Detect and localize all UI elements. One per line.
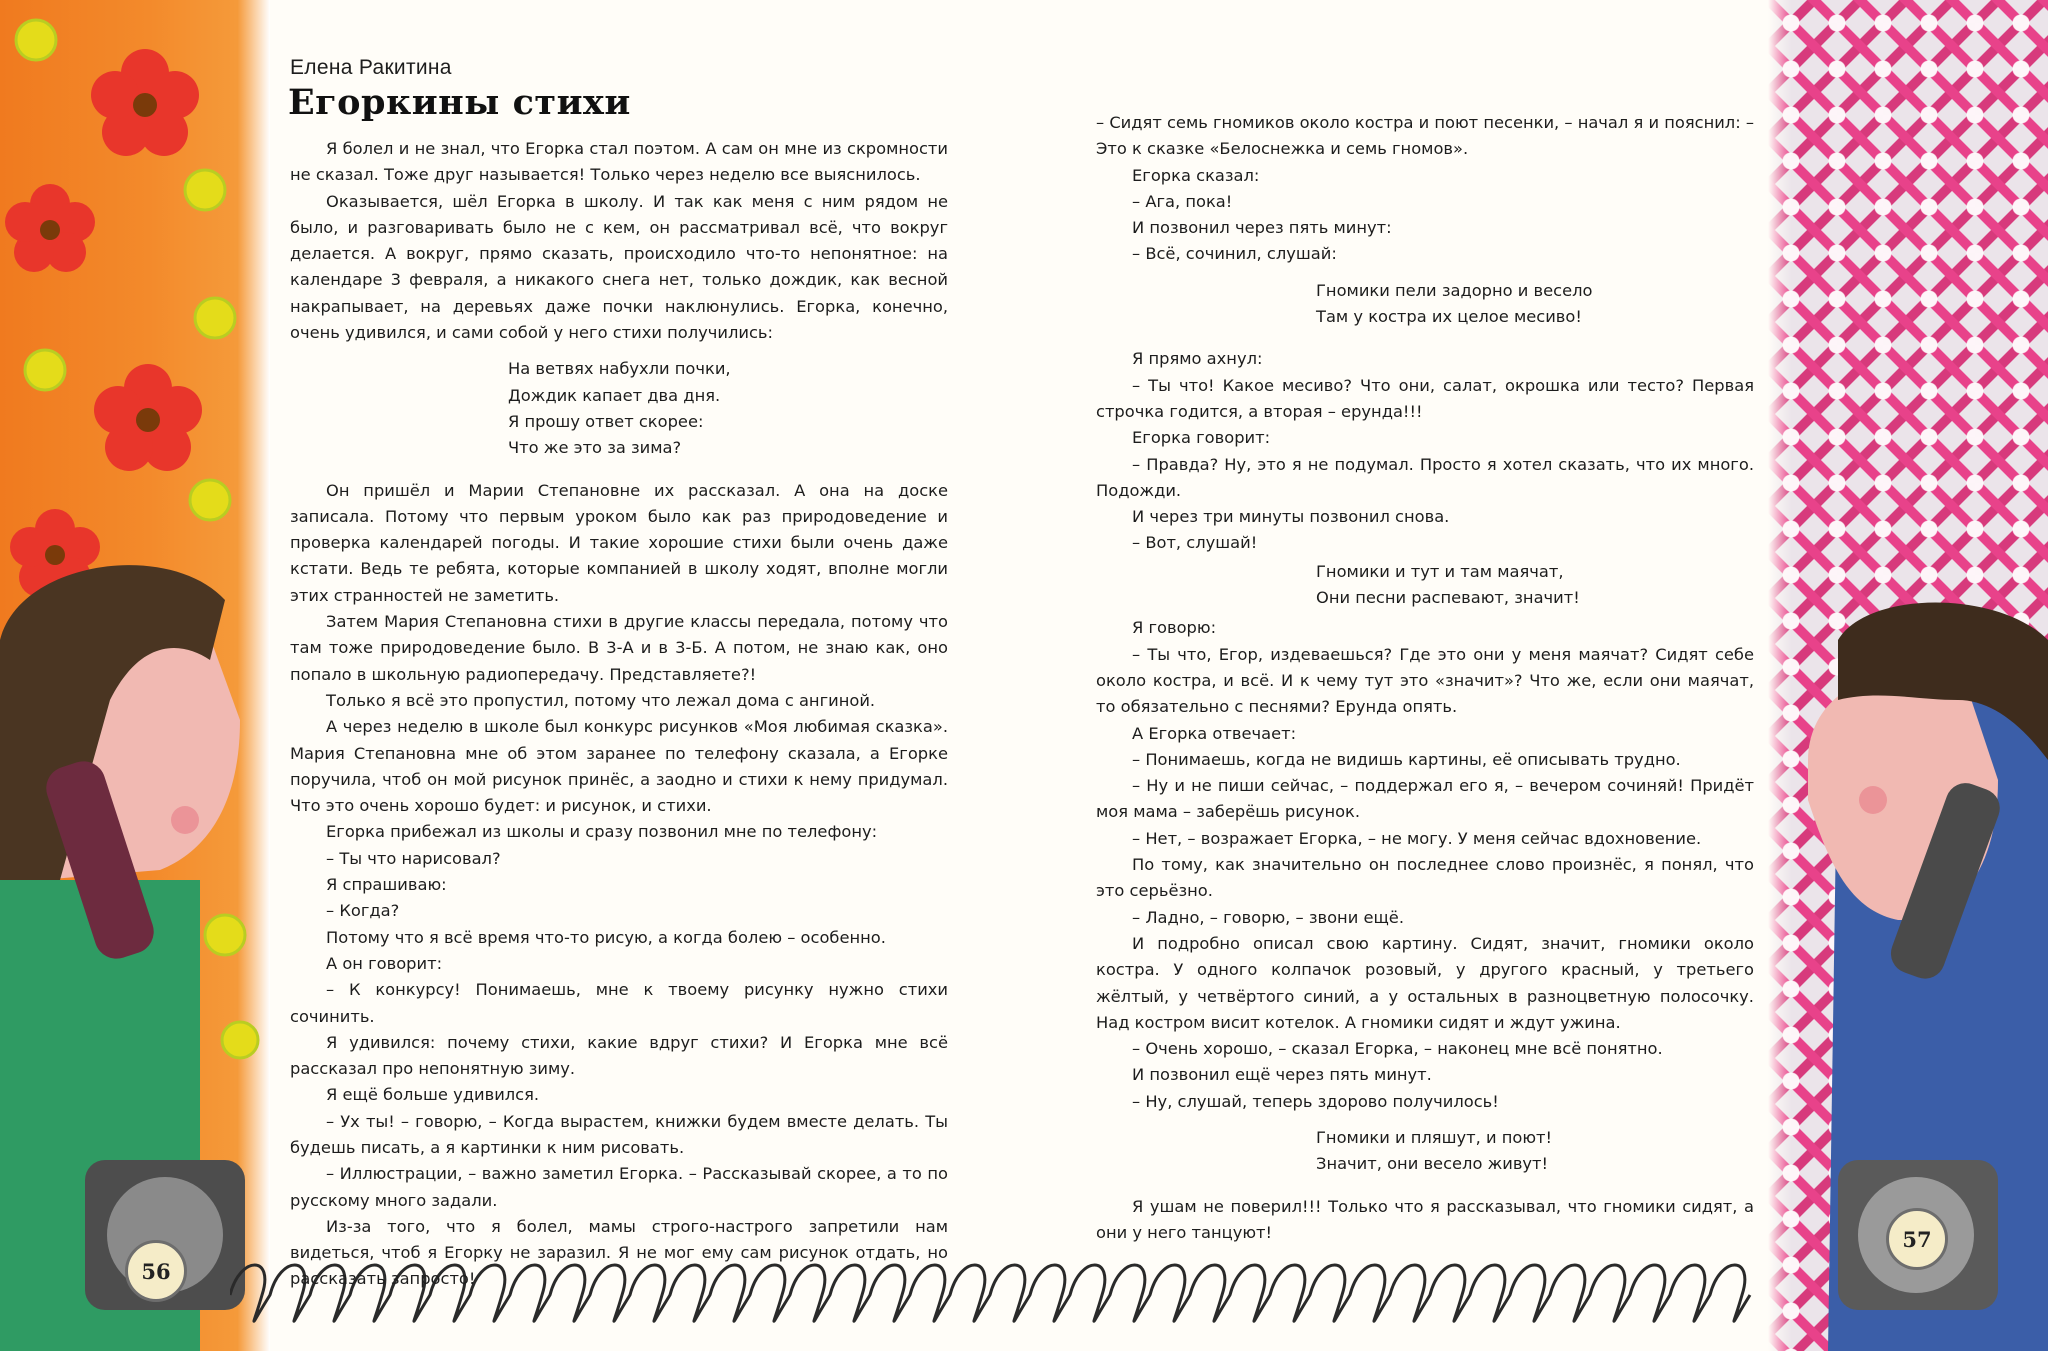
paragraph: – Нет, – возражает Егорка, – не могу. У меня сейчас вдохновение. — [1132, 828, 1702, 848]
poem-stanza — [290, 356, 948, 461]
left-illustration — [0, 0, 270, 1351]
poem-line: Дождик капает два дня. — [508, 385, 721, 405]
paragraph: И через три минуты позвонил снова. — [1132, 507, 1450, 527]
paragraph: Егорка прибежал из школы и сразу позвонил мне по телефону: — [326, 822, 878, 842]
paragraph: – Сидят семь гномиков около костра и поют песенки, – начал я и пояснил: – Это к сказке «Белоснежка и семь гномов». — [1096, 113, 1754, 159]
page-number-left: 56 — [125, 1240, 187, 1302]
paragraph: – Ты что! Какое месиво? Что они, салат, окрошка или тесто? Первая строчка годится, а вторая – ерунда!!! — [1096, 375, 1754, 421]
story-title: Егоркины стихи — [288, 82, 631, 123]
poem-line: Они песни распевают, значит! — [1316, 588, 1580, 608]
poem-line: Я прошу ответ скорее: — [508, 411, 704, 431]
paragraph: Я болел и не знал, что Егорка стал поэтом. А сам он мне из скромности не сказал. Тоже друг называется! Только через неделю все выяснилось. — [290, 139, 948, 185]
flower-icon — [5, 184, 95, 272]
paragraph: – Ну, слушай, теперь здорово получилось! — [1132, 1091, 1499, 1111]
paragraph: Я ушам не поверил!!! Только что я рассказывал, что гномики сидят, а они у него танцуют! — [1096, 1196, 1754, 1242]
paragraph: И подробно описал свою картину. Сидят, значит, гномики около костра. У одного колпачок розовый, у другого красный, у третьего жёлтый, у четвёртого синий, а у остальных в разноцветную полосочку. Над костром висит котелок. А гномики сидят и ждут ужина. — [1096, 933, 1754, 1032]
paragraph: По тому, как значительно он последнее слово произнёс, я понял, что это серьёзно. — [1096, 855, 1754, 901]
right-text-column — [1096, 110, 1754, 1246]
poem-stanza — [1096, 278, 1754, 331]
paragraph: – Ты что, Егор, издеваешься? Где это они у меня маячат? Сидят себе около костра, и всё. И к чему тут это «значит»? Что же, если они маячат, то обязательно с песнями? Ерунда опять. — [1096, 644, 1754, 717]
paragraph: – Всё, сочинил, слушай: — [1132, 244, 1337, 264]
poem-line: Там у костра их целое месиво! — [1316, 307, 1582, 327]
right-illustration-art — [1768, 0, 2048, 1351]
paragraph: – Понимаешь, когда не видишь картины, её описывать трудно. — [1132, 749, 1681, 769]
paragraph: Егорка сказал: — [1132, 165, 1260, 185]
paragraph: Я спрашиваю: — [326, 875, 447, 895]
paragraph: – Ладно, – говорю, – звони ещё. — [1132, 907, 1405, 927]
paragraph: А через неделю в школе был конкурс рисунков «Моя любимая сказка». Мария Степановна мне об этом заранее по телефону сказала, а Егорке поручила, чтоб он мой рисунок принёс, а заодно и стихи к нему придумал. Что это очень хорошо будет: и рисунок, и стихи. — [290, 717, 948, 816]
paragraph: – К конкурсу! Понимаешь, мне к твоему рисунку нужно стихи сочинить. — [290, 980, 948, 1026]
page-number-right: 57 — [1886, 1208, 1948, 1270]
flower-icon — [91, 49, 199, 156]
poem-line: Значит, они весело живут! — [1316, 1154, 1549, 1174]
poem-line: Гномики и пляшут, и поют! — [1316, 1127, 1553, 1147]
paragraph: – Иллюстрации, – важно заметил Егорка. – Рассказывай скорее, а то по русскому много задали. — [290, 1164, 948, 1210]
paragraph: – Ну и не пиши сейчас, – поддержал его я, – вечером сочиняй! Придёт моя мама – заберёшь рисунок. — [1096, 776, 1754, 822]
left-text-column — [290, 136, 948, 1293]
paragraph: А он говорит: — [326, 953, 443, 973]
paragraph: Я говорю: — [1132, 618, 1217, 638]
poem-line: Что же это за зима? — [508, 438, 682, 458]
right-illustration — [1768, 0, 2048, 1351]
poem-stanza — [1096, 559, 1754, 612]
paragraph: Потому что я всё время что-то рисую, а когда болею – особенно. — [326, 927, 886, 947]
paragraph: – Ух ты! – говорю, – Когда вырастем, книжки будем вместе делать. Ты будешь писать, а я картинки к ним рисовать. — [290, 1111, 948, 1157]
left-illustration-art — [0, 0, 270, 1351]
poem-line: Гномики пели задорно и весело — [1316, 280, 1593, 300]
paragraph: Я прямо ахнул: — [1132, 349, 1263, 369]
poem-stanza — [1096, 1125, 1754, 1178]
paragraph: – Правда? Ну, это я не подумал. Просто я хотел сказать, что их много. Подожди. — [1096, 454, 1754, 500]
paragraph: Затем Мария Степановна стихи в другие классы передала, потому что там тоже природоведение было. В 3-А и в 3-Б. А потом, не знаю как, оно попало в школьную радиопередачу. Представляете?! — [290, 612, 948, 684]
author-name: Елена Ракитина — [290, 56, 452, 79]
paragraph: Он пришёл и Марии Степановне их рассказал. А она на доске записала. Потому что первым уроком было как раз природоведение и проверка календарей погоды. И такие хорошие стихи были очень даже кстати. Ведь те ребята, которые компанией в школу ходят, вполне могли этих странностей не заметить. — [290, 480, 948, 605]
paragraph: А Егорка отвечает: — [1132, 723, 1297, 743]
paragraph: – Ага, пока! — [1132, 191, 1233, 211]
paragraph: Я ещё больше удивился. — [326, 1085, 540, 1105]
paragraph: – Когда? — [326, 901, 400, 921]
paragraph: Егорка говорит: — [1132, 428, 1271, 448]
poem-line: Гномики и тут и там маячат, — [1316, 561, 1564, 581]
paragraph: И позвонил ещё через пять минут. — [1132, 1065, 1432, 1085]
paragraph: Оказывается, шёл Егорка в школу. И так как меня с ним рядом не было, и разговаривать было не с кем, он рассматривал всё, что вокруг делается. А вокруг, прямо сказать, происходило что-то непонятное: на календаре 3 февраля, а никакого снега нет, только дождик, как весной накрапывает, на деревьях даже почки наклюнулись. Егорка, конечно, очень удивился, и сами собой у него стихи получились: — [290, 191, 948, 343]
paragraph: Только я всё это пропустил, потому что лежал дома с ангиной. — [326, 690, 876, 710]
paragraph: – Ты что нарисовал? — [326, 848, 501, 868]
flower-icon — [94, 364, 202, 471]
girl-on-phone-illustration — [0, 565, 245, 1351]
paragraph: Из-за того, что я болел, мамы строго-настрого запретили нам видеться, чтоб я Егорку не заразил. Я не мог ему сам рисунок отдать, но рассказать запросто! — [290, 1216, 948, 1289]
paragraph: И позвонил через пять минут: — [1132, 218, 1392, 238]
paragraph: Я удивился: почему стихи, какие вдруг стихи? И Егорка мне всё рассказал про непонятную зиму. — [290, 1032, 948, 1079]
poem-line: На ветвях набухли почки, — [508, 359, 731, 379]
paragraph: – Очень хорошо, – сказал Егорка, – наконец мне всё понятно. — [1132, 1039, 1663, 1059]
paragraph: – Вот, слушай! — [1132, 533, 1258, 553]
